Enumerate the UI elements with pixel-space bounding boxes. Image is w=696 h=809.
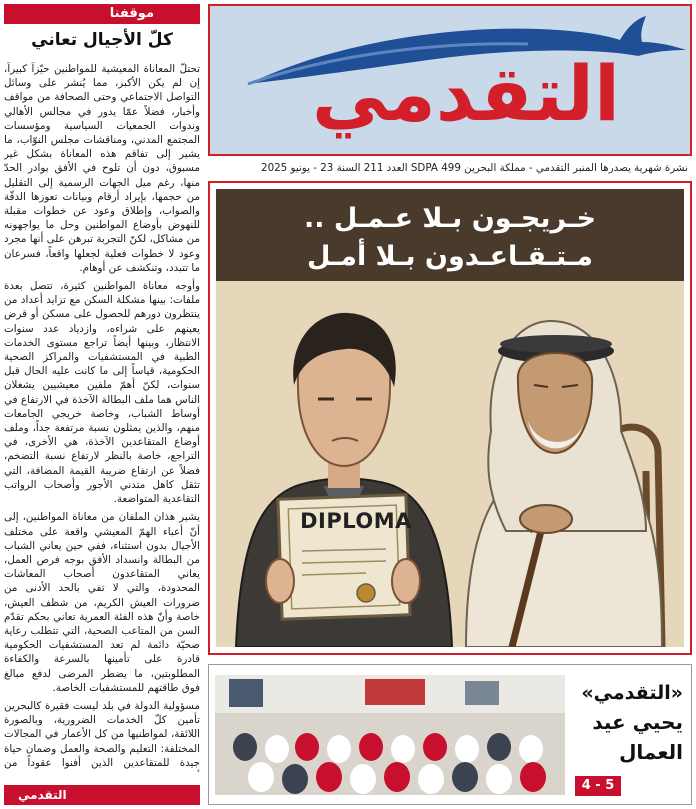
teaser-title-line2: العمال	[619, 740, 683, 764]
cover-headline-line2: مـتـقـاعـدون بـلا أمـل	[306, 241, 594, 272]
teaser-text	[567, 679, 683, 767]
column-paragraph: مسؤولية الدولة في بلد ليست فقيرة كالبحرين تأمين كلّ الخدمات الضرورية، وبالصورة اللائقة، لمواطنيها من كل الأعمار في المجالات المختلفة: التعليم والصحة والعمل وضمان حياة جيدة للمتقاعدين الذين أفنوا عقوداً من	[4, 699, 200, 769]
column-section-tag: موقفنا	[4, 4, 200, 24]
teaser-title-line1: يحيي عيد	[592, 710, 683, 734]
cover-headline-box	[216, 189, 684, 281]
column-paragraph: تحتلّ المعاناة المعيشية للمواطنين حيّزاً كبيراً، إن لم يكن الأكبر، مما يُنشر على وسائل التواصل الاجتماعي وحتى الصحافة من مواقف وأخبار، فضلاً عمّا يدور في مجالس الأهالي وندوات الجمعيات السياسية ومؤسسات المجتمع المدني، ومناقشات مجلس النوّاب، ما يشير إلى تفاقم هذه المعاناة بشكل غير مسبوق، دون أن تلوح في الأفق بوادر الحدّ منها، رغم ميل الجهات الرسمية إلى التقليل من حجمها، بإيراد أرقام وبيانات تعوزها الدقّة والصواب، وإطلاق وعود عن خطوات مقبلة للنهوض بأوضاع المواطنين وحل ما يواجهونه من مشاكل، لكنّ التجربة تبرهن على أنها مجرد وعود لا خطوات فعلية لجعلها واقعاً، فسرعان ما تتبدد، وتنكشف عن أوهام.	[4, 63, 200, 274]
editorial-column	[4, 4, 200, 805]
masthead	[208, 4, 692, 156]
event-photo	[215, 675, 565, 795]
cover-headline-line1: خـريجـون بـلا عـمـل ..	[304, 203, 596, 234]
column-body	[4, 62, 200, 772]
column-paragraph: وأوجه معاناة المواطنين كثيرة، تتصل بعدة ملفات: بينها مشكلة السكن مع تزايد أعداد من ينتظرون دورهم للحصول على مسكن أو قرض يعينهم على شراءه، وازدياد عدد سنوات الانتظار، وبينها أيضاً تراجع مستوى الخدمات الطبية في المستشفيات والمراكز الصحية الحكومية، قياساً إلى ما كانت عليه الحال قبل سنوات، لكنّ أهمّ ملفين معيشيين يشغلان الناس هما ملف البطالة الآخذة في الارتفاع في أوساط الشباب، وخاصة خريجي الجامعات منهم، والذين يمثلون نسبة مرتفعة جداً، وملف أوضاع المتقاعدين الآخذة، هي الأخرى، في التراجع، خاصة بالنظر لارتفاع نسبة التضخم، فضلاً عن ارتفاع ضريبة القيمة المضافة، التي تثقل كاهل متدني الأجور وأصحاب الرواتب التقاعدية المتواضعة.	[4, 280, 200, 506]
cover-story	[208, 181, 692, 655]
teaser-brand: «التقدمي»	[581, 682, 683, 704]
newspaper-logo: التقدمي	[311, 49, 620, 138]
labour-day-teaser[interactable]	[208, 664, 692, 805]
diploma-label: DIPLOMA	[300, 509, 412, 533]
page-reference-badge: 4 - 5	[575, 776, 621, 796]
column-headline: كلّ الأجيال تعاني	[31, 30, 173, 50]
column-paragraph: يشير هذان الملفان من معاناة المواطنين، إلى أنّ أعباء الهمّ المعيشي واقعة على مختلف الأجيال بدون استثناء، ففي حين يعاني الشباب من البطالة وانسداد الأفق بوجه فرص العمل، يعاني المتقاعدون أصحاب المعاشات المحدودة، والتي لا تفي بالحد الأدنى من ضرورات العيش الكريم، من شظف العيش، خاصة وأنّ هذه الفئة العمرية تعاني بحكم تقدّم السن من المتاعب الصحية، التي تتطلب رعاية صحيّة دائمة لم تعد المستشفيات الحكومية قادرة على تأمينها بالسرعة والكفاءة المطلوبتين، ما يضطر المرضى لدفع مبالغ فوق طاقتهم للمستشفيات الخاصة.	[4, 511, 200, 694]
column-footer-brand: التقدمي	[4, 785, 200, 805]
graduate-and-retiree-illustration	[216, 281, 684, 647]
cover-illustration	[216, 189, 684, 647]
issue-info: نشرة شهرية يصدرها المنبر التقدمي - مملكة البحرين SDPA 499 العدد 211 السنة 23 - يونيو 2025	[261, 162, 688, 174]
audience-photo-illustration	[215, 675, 565, 795]
